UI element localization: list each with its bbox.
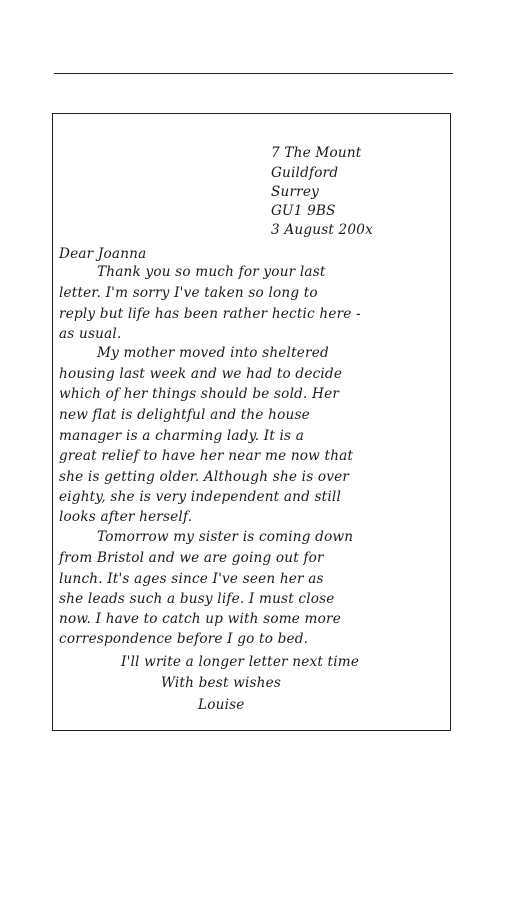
paragraph-1-line-4: as usual. <box>59 326 122 342</box>
signature-name: Louise <box>198 697 245 713</box>
salutation: Dear Joanna <box>59 246 147 262</box>
paragraph-1-line-2: letter. I'm sorry I've taken so long to <box>59 285 318 301</box>
paragraph-2-line-7: she is getting older. Although she is over <box>59 469 350 485</box>
sign-off: With best wishes <box>161 675 282 691</box>
paragraph-2-line-3: which of her things should be sold. Her <box>59 386 340 402</box>
paragraph-3-line-1: Tomorrow my sister is coming down <box>97 529 354 545</box>
paragraph-3-line-6: correspondence before I go to bed. <box>59 631 309 647</box>
paragraph-1-line-1: Thank you so much for your last <box>97 264 326 280</box>
paragraph-1-line-3: reply but life has been rather hectic here - <box>59 306 361 322</box>
paragraph-3-line-2: from Bristol and we are going out for <box>59 550 324 566</box>
address-line-3: Surrey <box>271 184 319 200</box>
paragraph-2-line-2: housing last week and we had to decide <box>59 366 343 382</box>
paragraph-2-line-5: manager is a charming lady. It is a <box>59 428 305 444</box>
paragraph-2-line-8: eighty, she is very independent and still <box>59 489 341 505</box>
top-divider <box>54 73 453 74</box>
closing-line: I'll write a longer letter next time <box>121 654 360 670</box>
address-line-4: GU1 9BS <box>271 203 336 219</box>
paragraph-3-line-3: lunch. It's ages since I've seen her as <box>59 571 324 587</box>
paragraph-3-line-5: now. I have to catch up with some more <box>59 611 341 627</box>
paragraph-2-line-1: My mother moved into sheltered <box>97 345 329 361</box>
handwritten-letter <box>52 113 451 731</box>
paragraph-2-line-4: new flat is delightful and the house <box>59 407 310 423</box>
letter-date: 3 August 200x <box>271 222 373 238</box>
address-line-1: 7 The Mount <box>271 145 362 161</box>
address-line-2: Guildford <box>271 165 339 181</box>
paragraph-2-line-6: great relief to have her near me now that <box>59 448 354 464</box>
paragraph-3-line-4: she leads such a busy life. I must close <box>59 591 335 607</box>
paragraph-2-line-9: looks after herself. <box>59 509 193 525</box>
